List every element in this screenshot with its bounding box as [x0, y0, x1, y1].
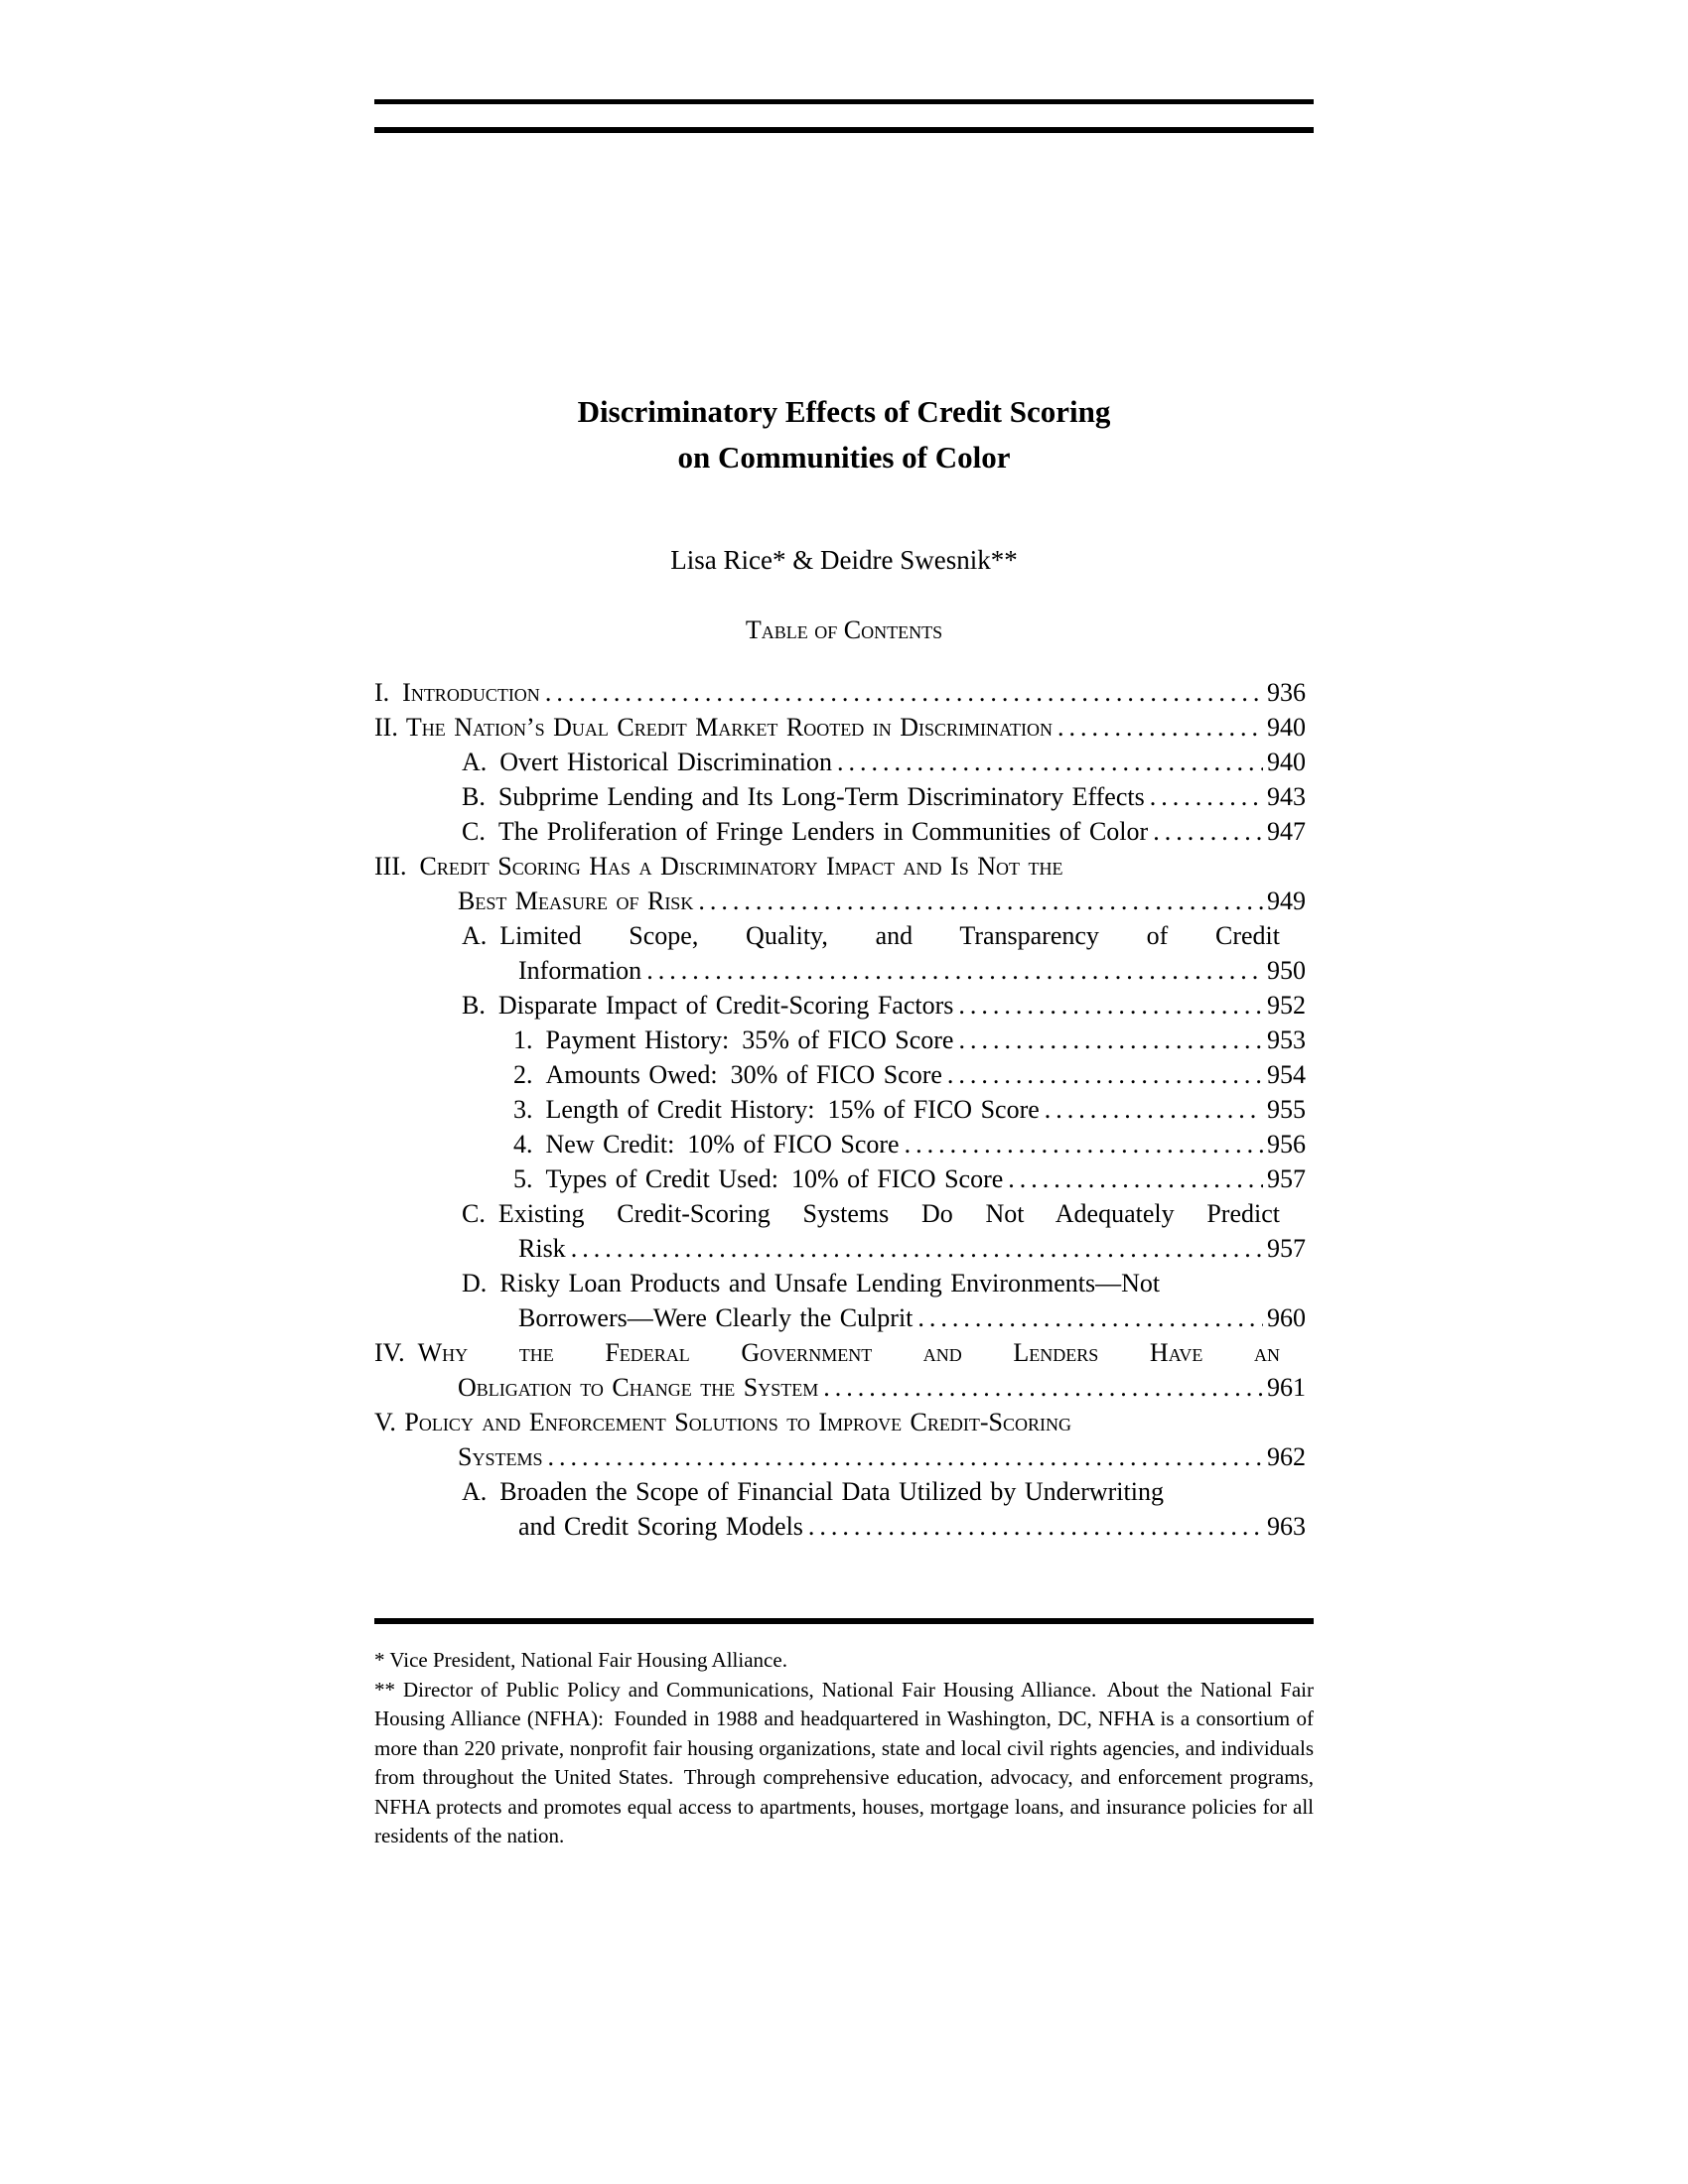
- toc-row: [374, 849, 1314, 884]
- toc-row: [374, 1335, 1314, 1370]
- toc-entry-label: III. Credit Scoring Has a Discriminatory Impact and Is Not the: [374, 852, 1063, 881]
- toc-dot-leader: [646, 953, 1263, 988]
- toc-dot-leader: [958, 1023, 1263, 1057]
- toc-entry-label: D. Risky Loan Products and Unsafe Lending Environments—Not: [462, 1269, 1161, 1297]
- toc-page-number: 963: [1267, 1512, 1306, 1541]
- toc-entry-label: A. Limited Scope, Quality, and Transparency of Credit: [462, 921, 1280, 950]
- toc-row: [374, 745, 1314, 779]
- toc-dot-leader: [1057, 710, 1263, 745]
- toc-dot-leader: [823, 1370, 1263, 1405]
- toc-row: [374, 1161, 1314, 1196]
- toc-dot-leader: [917, 1300, 1263, 1335]
- toc-row: [374, 953, 1314, 988]
- toc-row: [374, 1474, 1314, 1509]
- toc-dot-leader: [1008, 1161, 1263, 1196]
- footnote-section: [374, 1646, 1314, 1851]
- toc-row: [374, 918, 1314, 953]
- toc-page-number: 954: [1267, 1060, 1306, 1089]
- article-title: [374, 389, 1314, 480]
- toc-row: [374, 1023, 1314, 1057]
- toc-entry-label: B. Disparate Impact of Credit-Scoring Factors: [462, 991, 954, 1020]
- toc-dot-leader: [958, 988, 1263, 1023]
- footnote-separator-rule: [374, 1618, 1314, 1624]
- toc-page-number: 940: [1267, 748, 1306, 776]
- toc-page-number: 960: [1267, 1303, 1306, 1332]
- toc-row: [374, 779, 1314, 814]
- toc-page-number: 962: [1267, 1442, 1306, 1471]
- article-title-line-2: on Communities of Color: [677, 440, 1011, 475]
- toc-row: [374, 1092, 1314, 1127]
- toc-dot-leader: [837, 745, 1263, 779]
- toc-entry-label: I. Introduction: [374, 678, 540, 707]
- toc-page-number: 955: [1267, 1095, 1306, 1124]
- toc-dot-leader: [947, 1057, 1263, 1092]
- toc-page-number: 961: [1267, 1373, 1306, 1402]
- toc-dot-leader: [547, 1439, 1263, 1474]
- header-rule-top: [374, 99, 1314, 104]
- toc-row: [374, 988, 1314, 1023]
- toc-entry-label: 5. Types of Credit Used: 10% of FICO Score: [513, 1164, 1004, 1193]
- toc-entry-label: V. Policy and Enforcement Solutions to Improve Credit-Scoring: [374, 1408, 1072, 1436]
- toc-dot-leader: [545, 675, 1263, 710]
- toc-entry-label: Risk: [518, 1234, 566, 1263]
- toc-entry-label: 2. Amounts Owed: 30% of FICO Score: [513, 1060, 942, 1089]
- toc-dot-leader: [1045, 1092, 1263, 1127]
- toc-entry-label: and Credit Scoring Models: [518, 1512, 803, 1541]
- toc-entry-label: A. Overt Historical Discrimination: [462, 748, 832, 776]
- toc-page-number: 943: [1267, 782, 1306, 811]
- toc-page-number: 950: [1267, 956, 1306, 985]
- toc-row: [374, 1405, 1314, 1439]
- toc-row: [374, 1439, 1314, 1474]
- toc-rows: [374, 675, 1314, 1544]
- toc-row: [374, 814, 1314, 849]
- toc-row: [374, 1127, 1314, 1161]
- toc-row: [374, 1057, 1314, 1092]
- toc-row: [374, 1196, 1314, 1231]
- toc-entry-label: 1. Payment History: 35% of FICO Score: [513, 1025, 954, 1054]
- toc-entry-label: C. The Proliferation of Fringe Lenders in Communities of Color: [462, 817, 1149, 846]
- toc-page-number: 947: [1267, 817, 1306, 846]
- toc-page-number: 956: [1267, 1130, 1306, 1159]
- toc-row: [374, 710, 1314, 745]
- toc-entry-label: Systems: [458, 1442, 543, 1471]
- toc-row: [374, 1300, 1314, 1335]
- toc-page-number: 949: [1267, 887, 1306, 915]
- toc-entry-label: 3. Length of Credit History: 15% of FICO Score: [513, 1095, 1040, 1124]
- toc-dot-leader: [808, 1509, 1263, 1544]
- toc-entry-label: Borrowers—Were Clearly the Culprit: [518, 1303, 914, 1332]
- toc-entry-label: Obligation to Change the System: [458, 1373, 819, 1402]
- toc-entry-label: Best Measure of Risk: [458, 887, 694, 915]
- toc-dot-leader: [698, 884, 1263, 918]
- toc-entry-label: IV. Why the Federal Government and Lenders Have an: [374, 1338, 1280, 1367]
- toc-entry-label: II. The Nation’s Dual Credit Market Rooted in Discrimination: [374, 713, 1053, 742]
- toc-page-number: 957: [1267, 1164, 1306, 1193]
- toc-page-number: 936: [1267, 678, 1306, 707]
- toc-row: [374, 1509, 1314, 1544]
- toc-entry-label: Information: [518, 956, 642, 985]
- toc-heading: Table of Contents: [745, 615, 943, 644]
- article-title-line-1: Discriminatory Effects of Credit Scoring: [577, 394, 1111, 429]
- toc-dot-leader: [1150, 779, 1263, 814]
- toc-row: [374, 884, 1314, 918]
- toc-page-number: 952: [1267, 991, 1306, 1020]
- toc-entry-label: A. Broaden the Scope of Financial Data Utilized by Underwriting: [462, 1477, 1164, 1506]
- toc-dot-leader: [571, 1231, 1263, 1266]
- footnote-author-1: * Vice President, National Fair Housing Alliance.: [374, 1648, 787, 1672]
- toc-row: [374, 1231, 1314, 1266]
- toc-dot-leader: [1153, 814, 1263, 849]
- toc-page-number: 953: [1267, 1025, 1306, 1054]
- toc-row: [374, 1370, 1314, 1405]
- header-rule-bottom: [374, 127, 1314, 133]
- toc-entry-label: C. Existing Credit-Scoring Systems Do Not Adequately Predict: [462, 1199, 1280, 1228]
- toc-page-number: 940: [1267, 713, 1306, 742]
- toc-entry-label: 4. New Credit: 10% of FICO Score: [513, 1130, 900, 1159]
- toc-page-number: 957: [1267, 1234, 1306, 1263]
- footnote-author-2: ** Director of Public Policy and Communications, National Fair Housing Alliance. About the National Fair Housing Alliance (NFHA): Founded in 1988 and headquartered in Washington, DC, NFHA is a consortium of more than 220 private, nonprofit fair housing organizations, state and local civil rights agencies, and individuals from throughout the United States. Through comprehensive education, advocacy, and enforcement programs, NFHA protects and promotes equal access to apartments, houses, mortgage loans, and insurance policies for all residents of the nation.: [374, 1677, 1314, 1847]
- article-byline: Lisa Rice* & Deidre Swesnik**: [670, 545, 1018, 575]
- toc-dot-leader: [905, 1127, 1263, 1161]
- toc-entry-label: B. Subprime Lending and Its Long-Term Discriminatory Effects: [462, 782, 1145, 811]
- toc-row: [374, 675, 1314, 710]
- toc-row: [374, 1266, 1314, 1300]
